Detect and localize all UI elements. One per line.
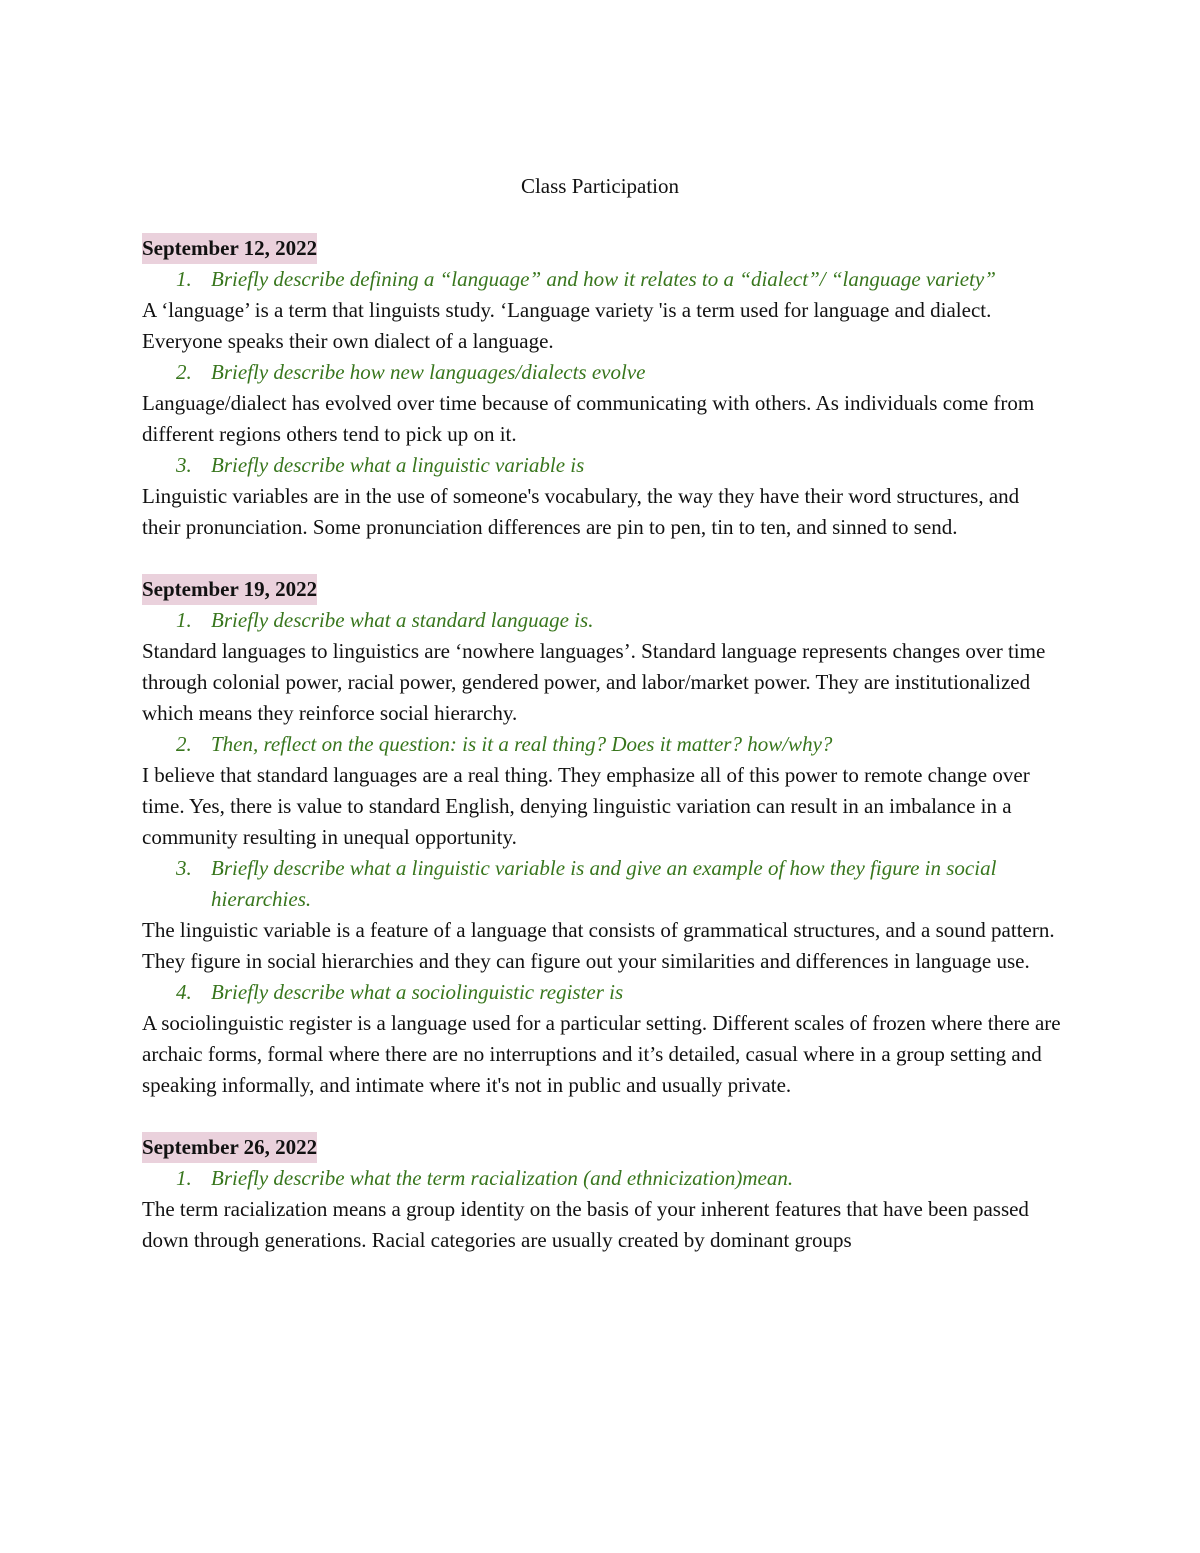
question-number: 2. bbox=[176, 360, 192, 384]
section-sept-19 bbox=[142, 574, 1062, 1101]
question-text: Briefly describe what a sociolinguistic register is bbox=[211, 980, 624, 1004]
question-number: 2. bbox=[176, 732, 192, 756]
question-text: Briefly describe what a standard language is. bbox=[211, 608, 594, 632]
question bbox=[142, 1163, 1062, 1194]
question-text: Briefly describe how new languages/dialects evolve bbox=[211, 360, 646, 384]
question bbox=[142, 853, 1062, 915]
answer: Standard languages to linguistics are ‘nowhere languages’. Standard language represents changes over time through colonial power, racial power, gendered power, and labor/market power. They are institutionalized which means they reinforce social hierarchy. bbox=[142, 639, 1046, 725]
date-heading: September 19, 2022 bbox=[142, 574, 317, 605]
question bbox=[142, 264, 1062, 295]
answer: Linguistic variables are in the use of someone's vocabulary, the way they have their word structures, and their pronunciation. Some pronunciation differences are pin to pen, tin to ten, and sinned to send. bbox=[142, 484, 1020, 539]
answer: A ‘language’ is a term that linguists study. ‘Language variety 'is a term used for language and dialect. Everyone speaks their own dialect of a language. bbox=[142, 298, 992, 353]
question-text: Briefly describe defining a “language” and how it relates to a “dialect”/ “language variety” bbox=[211, 267, 996, 291]
question-text: Then, reflect on the question: is it a real thing? Does it matter? how/why? bbox=[211, 732, 833, 756]
question bbox=[142, 729, 1062, 760]
answer: The linguistic variable is a feature of a language that consists of grammatical structures, and a sound pattern. They figure in social hierarchies and they can figure out your similarities and differences in language use. bbox=[142, 918, 1055, 973]
answer: A sociolinguistic register is a language used for a particular setting. Different scales of frozen where there are archaic forms, formal where there are no interruptions and it’s detailed, casual where in a group setting and speaking informally, and intimate where it's not in public and usually private. bbox=[142, 1011, 1061, 1097]
question-number: 4. bbox=[176, 980, 192, 1004]
question bbox=[142, 605, 1062, 636]
document-title: Class Participation bbox=[520, 174, 680, 198]
section-sept-26 bbox=[142, 1132, 1062, 1256]
question-number: 3. bbox=[176, 453, 192, 477]
question bbox=[142, 450, 1062, 481]
document-page bbox=[142, 171, 1062, 1287]
answer: The term racialization means a group identity on the basis of your inherent features that have been passed down through generations. Racial categories are usually created by dominant groups bbox=[142, 1197, 1029, 1252]
question-number: 1. bbox=[176, 267, 192, 291]
question-number: 3. bbox=[176, 856, 192, 880]
date-heading: September 12, 2022 bbox=[142, 233, 317, 264]
question-text: Briefly describe what the term racialization (and ethnicization)mean. bbox=[211, 1166, 794, 1190]
answer: Language/dialect has evolved over time because of communicating with others. As individuals come from different regions others tend to pick up on it. bbox=[142, 391, 1035, 446]
section-sept-12 bbox=[142, 233, 1062, 543]
answer: I believe that standard languages are a real thing. They emphasize all of this power to remote change over time. Yes, there is value to standard English, denying linguistic variation can result in an imbalance in a community resulting in unequal opportunity. bbox=[142, 763, 1030, 849]
question-text: Briefly describe what a linguistic variable is bbox=[211, 453, 585, 477]
question bbox=[142, 357, 1062, 388]
question-text: Briefly describe what a linguistic variable is and give an example of how they figure in social hierarchies. bbox=[211, 856, 997, 911]
question bbox=[142, 977, 1062, 1008]
question-number: 1. bbox=[176, 1166, 192, 1190]
question-number: 1. bbox=[176, 608, 192, 632]
date-heading: September 26, 2022 bbox=[142, 1132, 317, 1163]
